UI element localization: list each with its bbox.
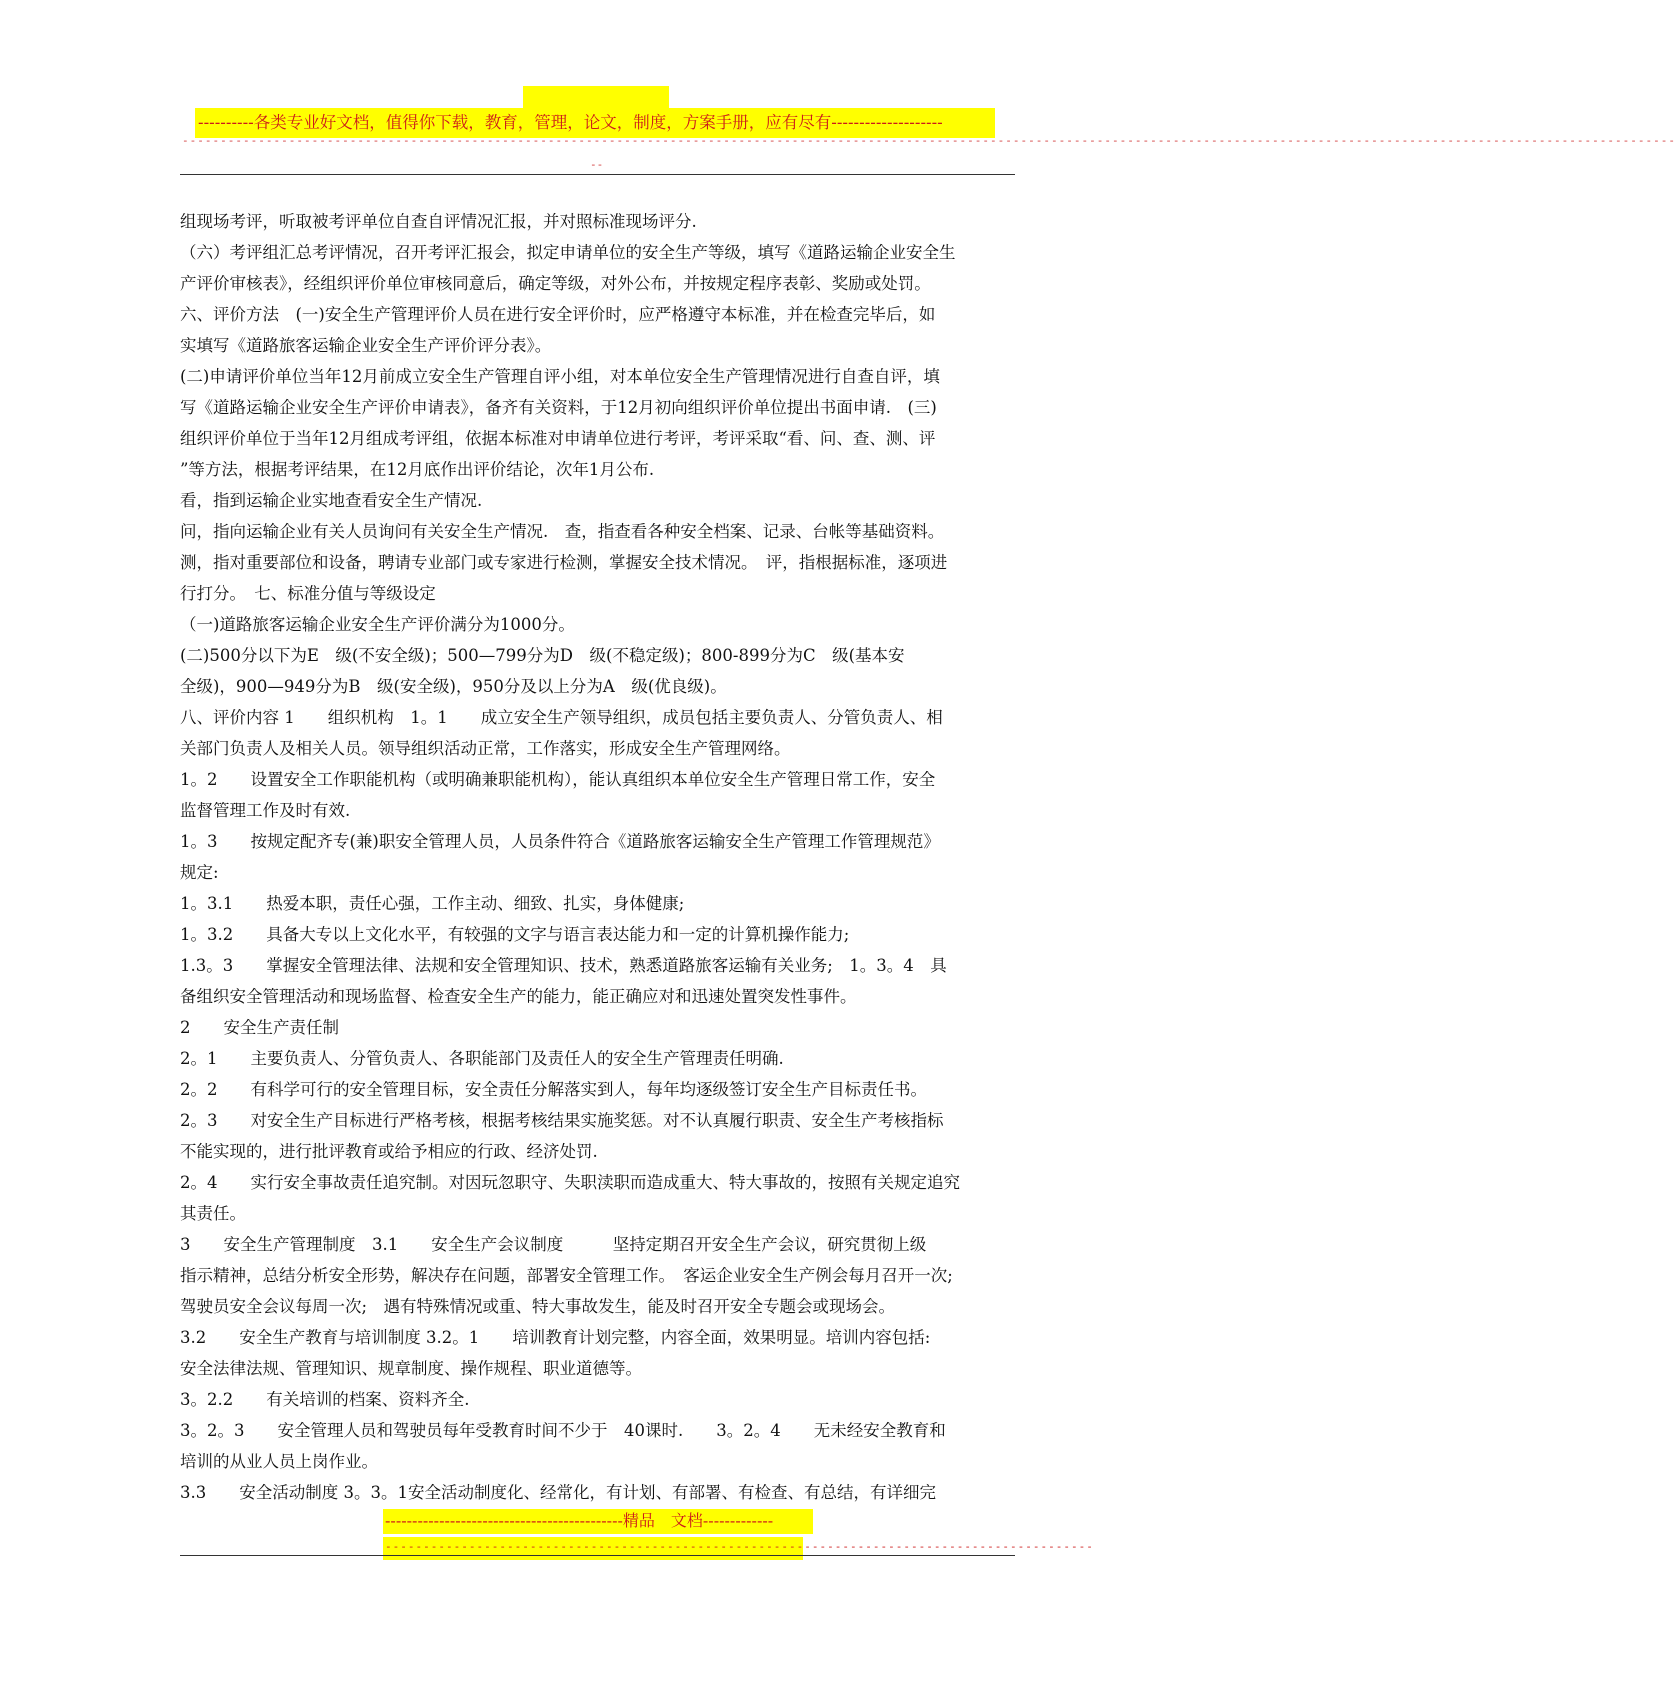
body-line: 2。4 实行安全事故责任追究制。对因玩忽职守、失职渎职而造成重大、特大事故的，按照有关规定追究 [180,1173,960,1192]
header-banner-text: ----------各类专业好文档，值得你下载，教育，管理，论文，制度，方案手册，应有尽有-------------------- [198,113,943,132]
footer-rule [180,1555,1015,1556]
body-line: 3.3 安全活动制度 3。3。1安全活动制度化、经常化，有计划、有部署、有检查、有总结，有详细完 [180,1483,936,1502]
body-line: 其责任。 [180,1204,246,1223]
body-line: 安全法律法规、管理知识、规章制度、操作规程、职业道德等。 [180,1359,642,1378]
body-line: 1。2 设置安全工作职能机构（或明确兼职能机构），能认真组织本单位安全生产管理日常工作，安全 [180,770,936,789]
header-rule [180,174,1015,175]
body-line: 测，指对重要部位和设备，聘请专业部门或专家进行检测，掌握安全技术情况。 评，指根据标准，逐项进 [180,553,948,572]
body-line: （一)道路旅客运输企业安全生产评价满分为1000分。 [180,615,575,634]
body-line: 3 安全生产管理制度 3.1 安全生产会议制度 坚持定期召开安全生产会议，研究贯彻上级 [180,1235,927,1254]
body-line: 问，指向运输企业有关人员询问有关安全生产情况. 查，指查看各种安全档案、记录、台帐等基础资料。 [180,522,945,541]
body-line: 不能实现的，进行批评教育或给予相应的行政、经济处罚. [180,1142,598,1161]
body-line: 监督管理工作及时有效. [180,801,351,820]
body-line: 2。1 主要负责人、分管负责人、各职能部门及责任人的安全生产管理责任明确. [180,1049,784,1068]
header-dash-row: ---------------------------------------------------------------------------------------------------------------------------------------------------------------------------------------------------- [182,134,1676,147]
body-line: 驾驶员安全会议每周一次; 遇有特殊情况或重、特大事故发生，能及时召开安全专题会或现场会。 [180,1297,896,1316]
body-line: 八、评价内容 1 组织机构 1。1 成立安全生产领导组织，成员包括主要负责人、分管负责人、相 [180,708,943,727]
document-body [180,206,1015,1508]
body-line: 写《道路运输企业安全生产评价申请表》，备齐有关资料，于12月初向组织评价单位提出书面申请. (三) [180,398,937,417]
body-line: 1.3。3 掌握安全管理法律、法规和安全管理知识、技术，熟悉道路旅客运输有关业务; 1。3。4 具 [180,956,947,975]
body-line: 3.2 安全生产教育与培训制度 3.2。1 培训教育计划完整，内容全面，效果明显。培训内容包括: [180,1328,931,1347]
body-line: （六）考评组汇总考评情况，召开考评汇报会，拟定申请单位的安全生产等级，填写《道路运输企业安全生 [180,243,956,262]
body-line: 实填写《道路旅客运输企业安全生产评价评分表》。 [180,336,552,355]
body-line: (二)500分以下为E 级(不安全级)；500—799分为D 级(不稳定级)；800-899分为C 级(基本安 [180,646,905,665]
footer-dash-row: --------------------------------------------------------------------------------------------- [385,1540,1094,1553]
body-line: 看，指到运输企业实地查看安全生产情况. [180,491,483,510]
body-line: 1。3.2 具备大专以上文化水平，有较强的文字与语言表达能力和一定的计算机操作能力; [180,925,850,944]
body-line: 关部门负责人及相关人员。领导组织活动正常，工作落实，形成安全生产管理网络。 [180,739,791,758]
body-line: 指示精神，总结分析安全形势，解决存在问题，部署安全管理工作。 客运企业安全生产例会每月召开一次; [180,1266,953,1285]
body-line: 2 安全生产责任制 [180,1018,339,1037]
body-line: 2。2 有科学可行的安全管理目标，安全责任分解落实到人，每年均逐级签订安全生产目标责任书。 [180,1080,927,1099]
header-dash-short: -- [590,158,604,171]
body-line: ”等方法，根据考评结果，在12月底作出评价结论，次年1月公布. [180,460,655,479]
body-line: 1。3 按规定配齐专(兼)职安全管理人员，人员条件符合《道路旅客运输安全生产管理工作管理规范》 [180,832,940,851]
body-line: 全级)，900—949分为B 级(安全级)，950分及以上分为A 级(优良级)。 [180,677,727,696]
body-line: 1。3.1 热爱本职，责任心强，工作主动、细致、扎实，身体健康; [180,894,685,913]
footer-banner-text: --------------------------------------------精品 文档------------- [385,1511,774,1530]
body-line: 组现场考评，听取被考评单位自查自评情况汇报，并对照标准现场评分. [180,212,697,231]
body-line: 3。2。3 安全管理人员和驾驶员每年受教育时间不少于 40课时. 3。2。4 无未经安全教育和 [180,1421,946,1440]
body-line: 产评价审核表》，经组织评价单位审核同意后，确定等级，对外公布，并按规定程序表彰、奖励或处罚。 [180,274,931,293]
body-line: 行打分。 七、标准分值与等级设定 [180,584,436,603]
body-line: 3。2.2 有关培训的档案、资料齐全. [180,1390,470,1409]
body-line: 培训的从业人员上岗作业。 [180,1452,378,1471]
body-line: 2。3 对安全生产目标进行严格考核，根据考核结果实施奖惩。对不认真履行职责、安全生产考核指标 [180,1111,944,1130]
body-line: 六、评价方法 (一)安全生产管理评价人员在进行安全评价时，应严格遵守本标准，并在检查完毕后，如 [180,305,936,324]
body-line: 备组织安全管理活动和现场监督、检查安全生产的能力，能正确应对和迅速处置突发性事件。 [180,987,857,1006]
body-line: 规定: [180,863,219,882]
body-line: 组织评价单位于当年12月组成考评组，依据本标准对申请单位进行考评，考评采取“看、问、查、测、评 [180,429,936,448]
body-line: (二)申请评价单位当年12月前成立安全生产管理自评小组，对本单位安全生产管理情况进行自查自评，填 [180,367,940,386]
